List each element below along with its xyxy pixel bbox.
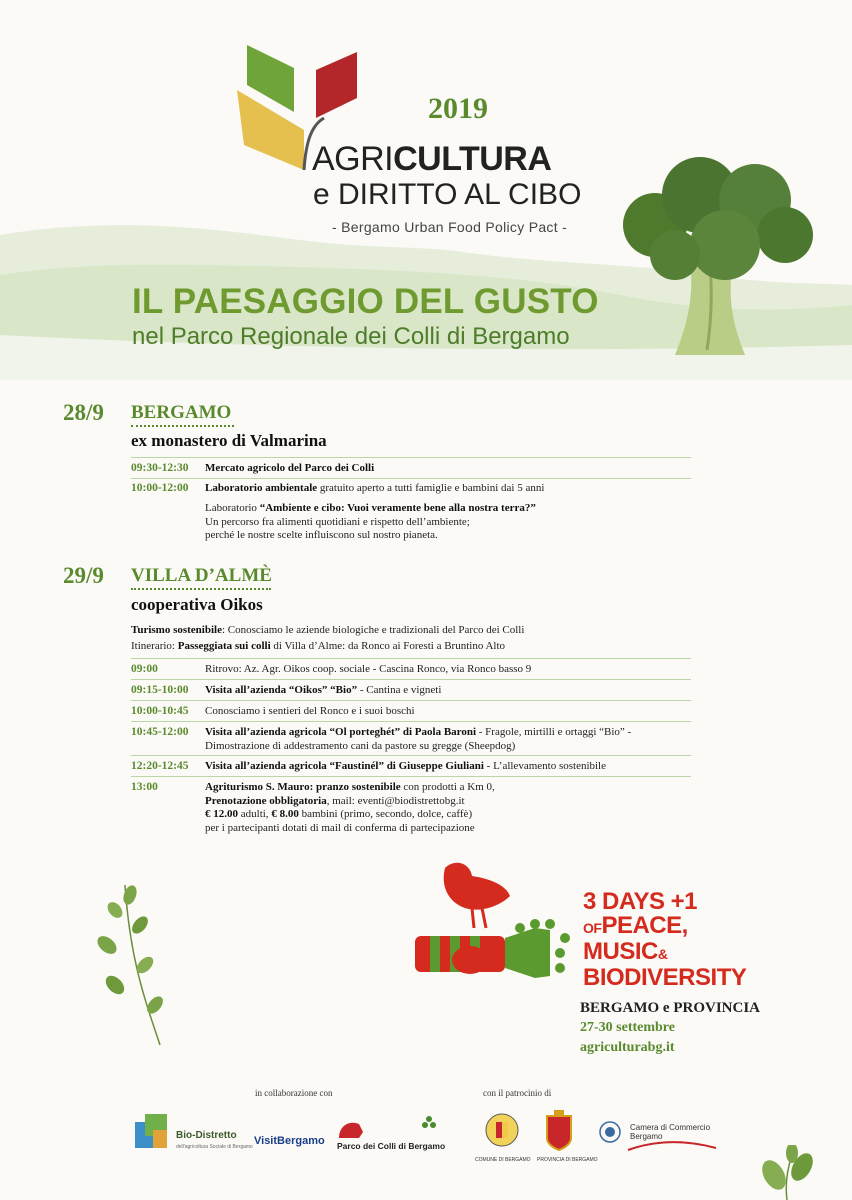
day2-s5-rest: - L’allevamento sostenibile [483,760,606,772]
provincia-label: PROVINCIA DI BERGAMO [537,1157,598,1163]
promo-of: OF [583,920,602,936]
day2-s5-text [205,760,606,774]
day2-s6-line4: per i partecipanti dotati di mail di conferma di partecipazione [205,821,475,834]
separator [131,721,691,722]
day1-r3-text [205,502,536,543]
day2-s6-time: 13:00 [131,781,158,793]
day2-s3-text: Conosciamo i sentieri del Ronco e i suoi boschi [205,705,415,717]
event-title-agricultura [312,140,551,179]
day1-r3-pre: Laboratorio [205,502,260,514]
separator [131,478,691,479]
promo-website-link[interactable]: agriculturabg.it [580,1040,675,1055]
day2-s4-time: 10:45-12:00 [131,726,189,738]
day1-venue: ex monastero di Valmarina [131,431,327,450]
biodistretto-name: Bio-Distretto [176,1130,237,1141]
page-title: IL PAESAGGIO DEL GUSTO [132,282,599,321]
day2-venue: cooperativa Oikos [131,595,263,614]
biodistretto-sub: dell'agricoltura Sociale di Bergamo [176,1144,253,1150]
day1-r3-line2: Un percorso fra alimenti quotidiani e rispetto dell’ambiente; [205,515,470,528]
biodistretto-logo-icon [135,1112,175,1154]
day2-intro1 [131,624,524,638]
camera-label-2: Bergamo [630,1132,663,1141]
day2-s4-rest: - Fragole, mirtilli e ortaggi “Bio” - [476,726,632,738]
day2-intro1-bold: Turismo sostenibile [131,624,222,636]
separator [131,755,691,756]
day2-s6-price-child: € 8.00 [271,808,299,820]
day2-s6-l2-bold: Prenotazione obbligatoria [205,794,327,807]
day2-s2-bold: Visita all’azienda “Oikos” “Bio” [205,684,358,696]
separator [131,679,691,680]
agri-bold: CULTURA [393,140,552,178]
promo-amp: & [657,946,668,962]
visit-b: Bergamo [277,1135,325,1147]
day2-place: VILLA D’ALMÈ [131,565,272,586]
day2-s6-price-adult: € 12.00 [205,808,238,820]
day2-s4-bold: Visita all’azienda agricola “Ol porteghét” di Paola Baroni [205,726,477,738]
collab-label: in collaborazione con [255,1088,333,1098]
page-subtitle: nel Parco Regionale dei Colli di Bergamo [132,323,570,350]
day2-intro1-rest: : Conosciamo le aziende biologiche e tradizionali del Parco dei Colli [221,624,525,636]
day2-intro2-pre: Itinerario: [131,640,178,652]
day2-s5-time: 12:20-12:45 [131,760,189,772]
separator [131,658,691,659]
day1-r1-text [205,462,374,476]
day1-r1-time: 09:30-12:30 [131,462,189,474]
day1-date: 28/9 [63,400,104,425]
comune-bergamo-crest-icon [484,1108,520,1154]
day2-date: 29/9 [63,563,104,588]
separator [131,700,691,701]
day2-s2-rest: - Cantina e vigneti [357,684,442,696]
parco-colli-logo: Parco dei Colli di Bergamo [337,1141,446,1151]
day2-intro2 [131,640,505,654]
comune-label: COMUNE DI BERGAMO [475,1157,531,1163]
day1-r1-bold: Mercato agricolo del Parco dei Colli [205,462,375,474]
day1-r2-time: 10:00-12:00 [131,482,189,494]
day2-s4-line2: Dimostrazione di addestramento cani da pastore su gregge (Sheepdog) [205,739,516,752]
day2-s3-time: 10:00-10:45 [131,705,189,717]
day2-s2-time: 09:15-10:00 [131,684,189,696]
day1-r3-line3: perché le nostre scelte influiscono sul nostro pianeta. [205,529,438,541]
promo-line2: PEACE, [601,912,688,939]
day1-r2-rest: gratuito aperto a tutti famiglie e bambini dai 5 anni [317,482,545,494]
separator [131,776,691,777]
clover-icon [422,1116,436,1130]
camera-commercio-seal-icon [598,1120,622,1144]
promo-line4: BIODIVERSITY [583,964,747,991]
day1-dots [131,425,234,427]
hedgehog-icon [337,1120,365,1140]
day2-s6-rest: con prodotti a Km 0, [400,781,495,793]
day2-s6-l3-t2: bambini (primo, secondo, dolce, caffè) [298,808,473,820]
camera-label-1: Camera di Commercio [630,1123,711,1132]
dove-guitar-icon [410,858,580,998]
promo-location: BERGAMO e PROVINCIA [580,1000,760,1016]
separator [131,457,691,458]
day1-r2-text [205,482,544,496]
food-policy-label: - Bergamo Urban Food Policy Pact - [332,219,568,235]
patron-label: con il patrocinio di [483,1088,552,1098]
camera-swoosh-icon [626,1138,718,1154]
provincia-bergamo-crest-icon [544,1108,574,1152]
day2-s1-text: Ritrovo: Az. Agr. Oikos coop. sociale - Cascina Ronco, via Ronco basso 9 [205,663,532,675]
day2-s6-l2-rest: , mail: eventi@biodistrettobg.it [326,794,465,807]
visitbergamo-logo [254,1135,325,1147]
visit-a: Visit [254,1135,278,1147]
day2-intro2-bold: Passeggiata sui colli [177,640,271,652]
promo-line3: MUSIC [583,938,658,965]
day2-s4-text [205,726,631,753]
broccoli-tree-icon [615,150,815,360]
day2-s5-bold: Visita all’azienda agricola “Faustinél” di Giuseppe Giuliani [205,760,484,772]
agri-light: AGRI [312,140,394,178]
event-subtitle-diritto: e DIRITTO AL CIBO [313,178,582,211]
day2-s6-text [205,781,495,835]
day1-place: BERGAMO [131,402,232,423]
promo-slogan [583,890,746,990]
day2-s6-bold: Agriturismo S. Mauro: pranzo sostenibile [205,781,401,793]
promo-line1: 3 DAYS +1 [583,888,698,915]
day2-s2-text [205,684,441,698]
day2-intro2-rest: di Villa d’Alme: da Ronco ai Foresti a Bruntino Alto [270,640,506,652]
plant-sprig-icon [85,880,185,1050]
year: 2019 [428,92,488,125]
day1-r2-bold: Laboratorio ambientale [205,482,318,494]
day2-s1-time: 09:00 [131,663,158,675]
promo-dates: 27-30 settembre [580,1020,675,1035]
plant-leaves-icon [752,1145,822,1200]
day2-s6-l3-t1: adulti, [238,808,272,820]
day2-dots [131,588,271,590]
day1-r3-bold: “Ambiente e cibo: Vuoi veramente bene alla nostra terra?” [259,502,536,514]
